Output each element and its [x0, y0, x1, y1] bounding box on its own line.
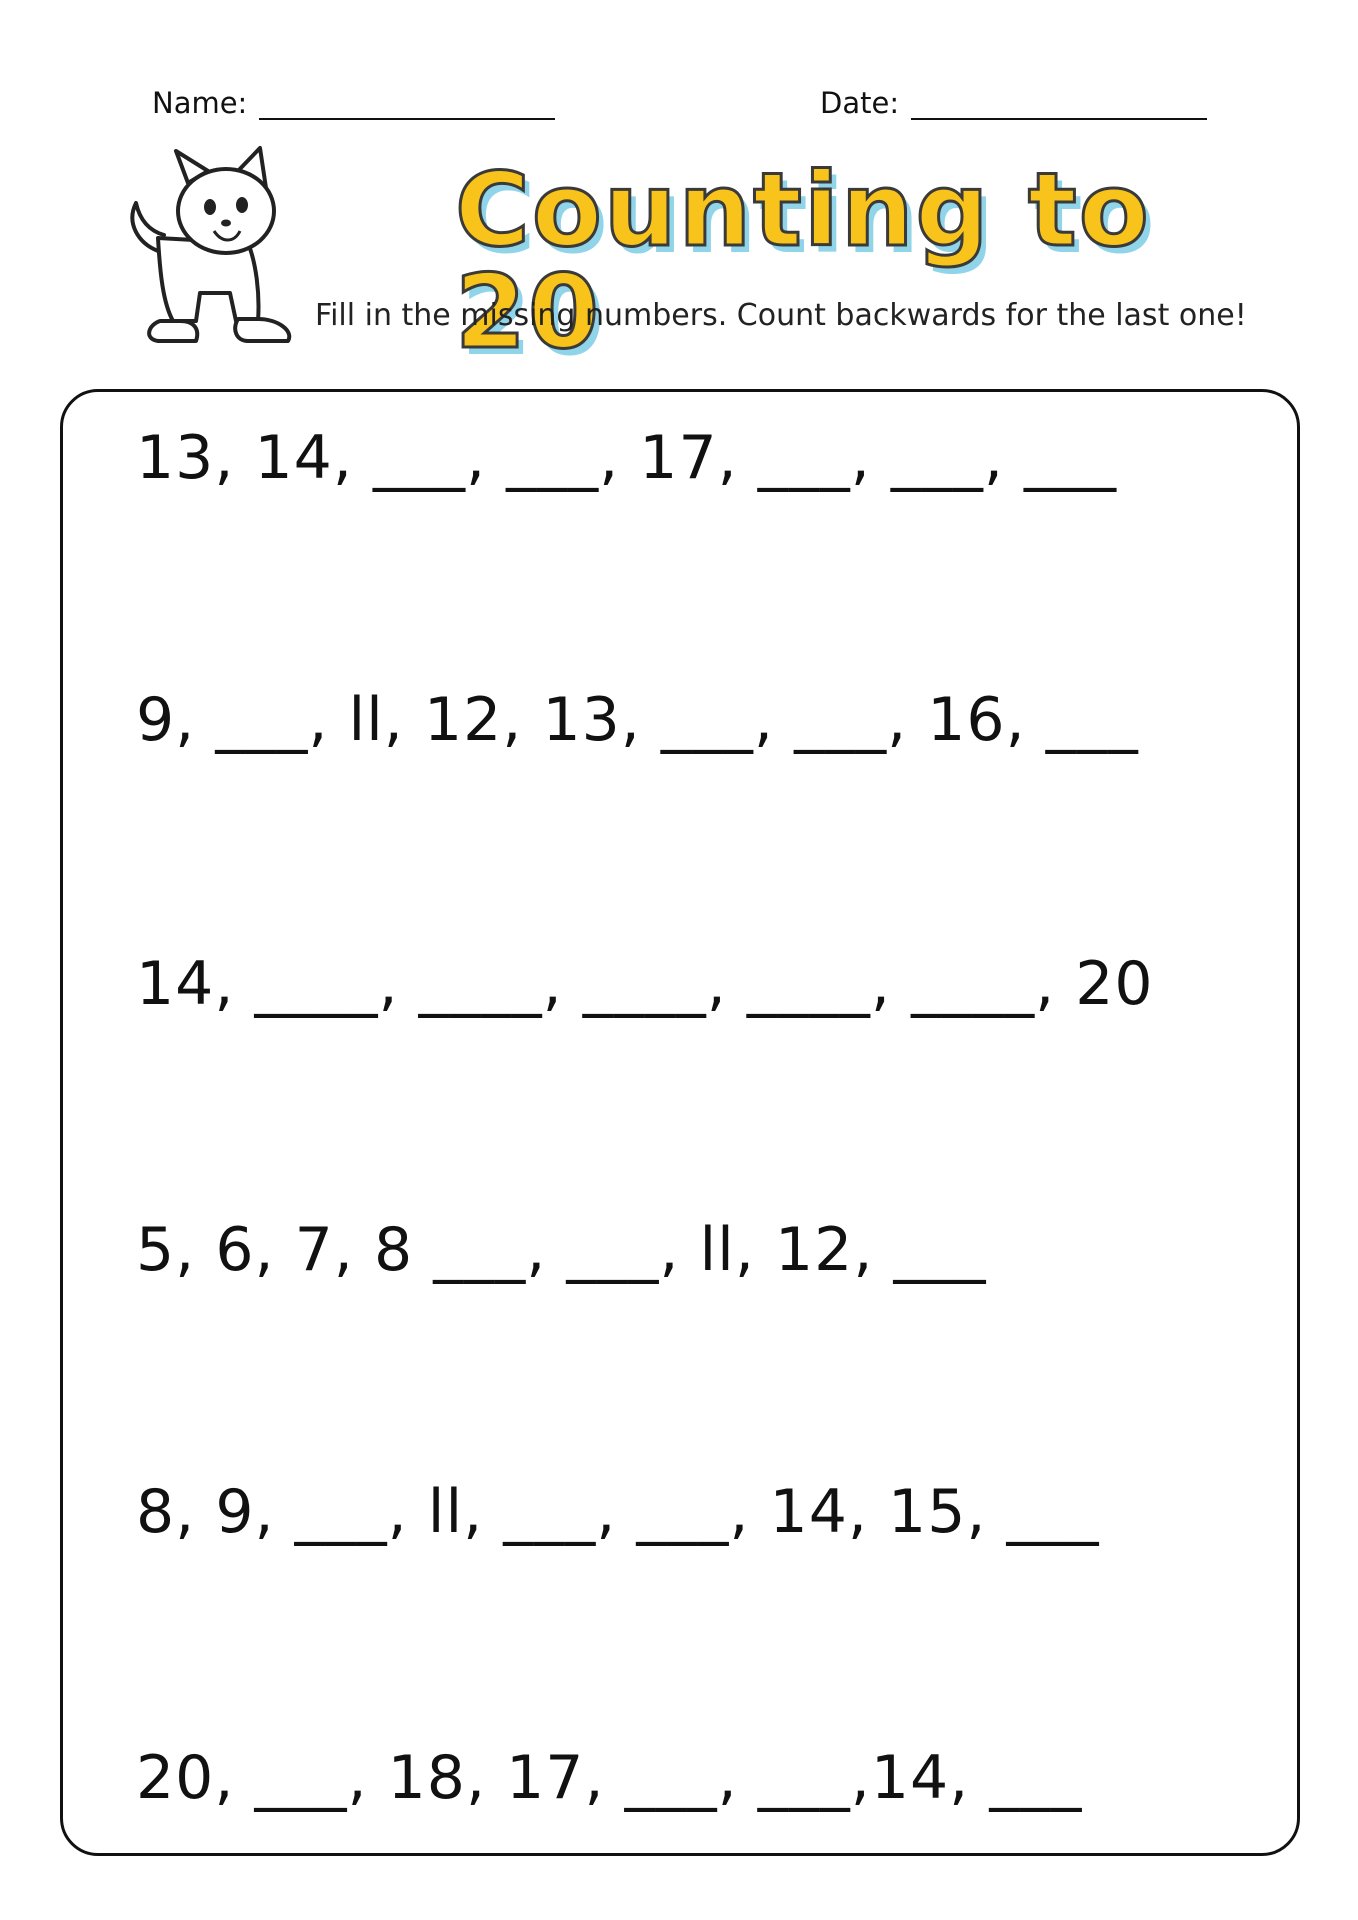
dog-illustration-icon	[118, 143, 293, 353]
name-input-line[interactable]	[259, 90, 555, 120]
name-label: Name:	[152, 86, 248, 120]
name-field[interactable]	[152, 86, 555, 120]
sequence-row-4[interactable]: 5, 6, 7, 8 ___, ___, ll, 12, ___	[136, 1215, 987, 1285]
date-input-line[interactable]	[911, 90, 1207, 120]
worksheet-title: Counting to 20	[455, 151, 1151, 372]
date-field[interactable]	[820, 86, 1207, 120]
exercise-box	[60, 389, 1300, 1856]
sequence-row-5[interactable]: 8, 9, ___, ll, ___, ___, 14, 15, ___	[136, 1477, 1100, 1547]
sequence-row-3[interactable]: 14, ____, ____, ____, ____, ____, 20	[136, 949, 1154, 1019]
sequence-row-2[interactable]: 9, ___, ll, 12, 13, ___, ___, 16, ___	[136, 685, 1139, 755]
sequence-row-1[interactable]: 13, 14, ___, ___, 17, ___, ___, ___	[136, 423, 1118, 493]
sequence-row-6[interactable]: 20, ___, 18, 17, ___, ___,14, ___	[136, 1743, 1083, 1813]
date-label: Date:	[820, 86, 900, 120]
instructions-text: Fill in the missing numbers. Count backwards for the last one!	[315, 298, 1247, 333]
